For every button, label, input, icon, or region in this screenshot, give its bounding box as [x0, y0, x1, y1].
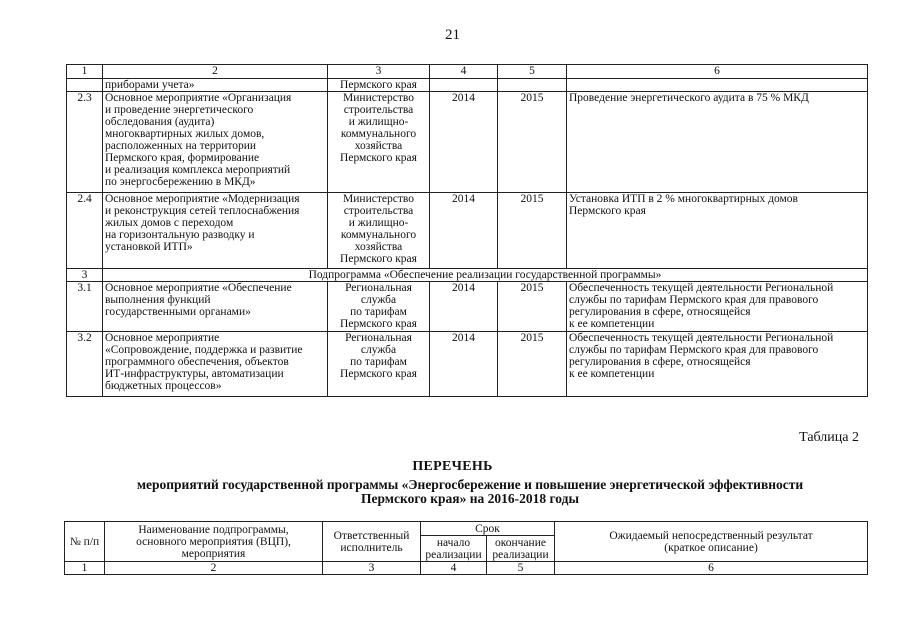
header-cell: 6 — [567, 65, 868, 79]
subprogram-row — [67, 269, 868, 282]
row-number: 2.3 — [67, 92, 103, 193]
measure-name: Основное мероприятие «Модернизация и реконструкция сетей теплоснабжения жилых домов с переходом на горизонтальную разводку и установкой ИТП» — [103, 193, 328, 269]
end-year — [498, 79, 567, 92]
table-row — [67, 92, 868, 193]
index-cell: 2 — [105, 562, 323, 575]
executor: Министерство строительства и жилищно- коммунального хозяйства Пермского края — [328, 92, 430, 193]
expected-result: Проведение энергетического аудита в 75 % МКД — [567, 92, 868, 193]
table-row — [67, 332, 868, 397]
expected-result: Обеспеченность текущей деятельности Региональной службы по тарифам Пермского края для правового регулирования в сфере, относящейся к ее компетенции — [567, 282, 868, 332]
index-cell: 1 — [65, 562, 105, 575]
col-header-end: окончание реализации — [487, 536, 555, 562]
start-year: 2014 — [430, 332, 498, 397]
executor: Региональная служба по тарифам Пермского края — [328, 332, 430, 397]
start-year: 2014 — [430, 193, 498, 269]
measures-table-continued — [66, 64, 868, 397]
index-cell: 5 — [487, 562, 555, 575]
end-year: 2015 — [498, 282, 567, 332]
subprogram-title: Подпрограмма «Обеспечение реализации государственной программы» — [103, 269, 868, 282]
col-header-term: Срок — [421, 522, 555, 536]
col-header-start: начало реализации — [421, 536, 487, 562]
measures-table-2016-2018 — [64, 521, 868, 575]
header-cell: 4 — [430, 65, 498, 79]
col-header-executor: Ответственный исполнитель — [323, 522, 421, 562]
start-year — [430, 79, 498, 92]
expected-result — [567, 79, 868, 92]
page-number: 21 — [445, 27, 460, 43]
row-number — [67, 79, 103, 92]
list-subtitle: мероприятий государственной программы «Энергосбережение и повышение энергетической эффективности Пермского края» на 2016-2018 годы — [136, 477, 804, 506]
header-cell: 3 — [328, 65, 430, 79]
header-cell: 5 — [498, 65, 567, 79]
table-row — [67, 282, 868, 332]
expected-result: Установка ИТП в 2 % многоквартирных домов Пермского края — [567, 193, 868, 269]
row-number: 2.4 — [67, 193, 103, 269]
measure-name: Основное мероприятие «Сопровождение, поддержка и развитие программного обеспечения, объектов ИТ-инфраструктуры, автоматизации бюджетных процессов» — [103, 332, 328, 397]
executor: Региональная служба по тарифам Пермского края — [328, 282, 430, 332]
index-cell: 4 — [421, 562, 487, 575]
executor: Министерство строительства и жилищно- коммунального хозяйства Пермского края — [328, 193, 430, 269]
row-number: 3.1 — [67, 282, 103, 332]
index-row — [65, 562, 868, 575]
start-year: 2014 — [430, 92, 498, 193]
subprogram-number: 3 — [67, 269, 103, 282]
table-row — [67, 79, 868, 92]
executor: Пермского края — [328, 79, 430, 92]
end-year: 2015 — [498, 332, 567, 397]
col-header-name: Наименование подпрограммы, основного мероприятия (ВЦП), мероприятия — [105, 522, 323, 562]
index-cell: 6 — [555, 562, 868, 575]
end-year: 2015 — [498, 193, 567, 269]
col-header-result: Ожидаемый непосредственный результат (краткое описание) — [555, 522, 868, 562]
measure-name: Основное мероприятие «Обеспечение выполнения функций государственными органами» — [103, 282, 328, 332]
end-year: 2015 — [498, 92, 567, 193]
measure-name: приборами учета» — [103, 79, 328, 92]
start-year: 2014 — [430, 282, 498, 332]
row-number: 3.2 — [67, 332, 103, 397]
index-cell: 3 — [323, 562, 421, 575]
measure-name: Основное мероприятие «Организация и проведение энергетического обследования (аудита) многоквартирных жилых домов, расположенных на территории Пермского края, формирование и реализация комплекса мероприятий по энергосбережению в МКД» — [103, 92, 328, 193]
table-header-row — [65, 522, 868, 536]
col-header-number: № п/п — [65, 522, 105, 562]
table-header-row — [67, 65, 868, 79]
header-cell: 2 — [103, 65, 328, 79]
expected-result: Обеспеченность текущей деятельности Региональной службы по тарифам Пермского края для правового регулирования в сфере, относящейся к ее компетенции — [567, 332, 868, 397]
table-caption: Таблица 2 — [799, 430, 859, 445]
list-title: ПЕРЕЧЕНЬ — [412, 459, 493, 474]
header-cell: 1 — [67, 65, 103, 79]
table-row — [67, 193, 868, 269]
